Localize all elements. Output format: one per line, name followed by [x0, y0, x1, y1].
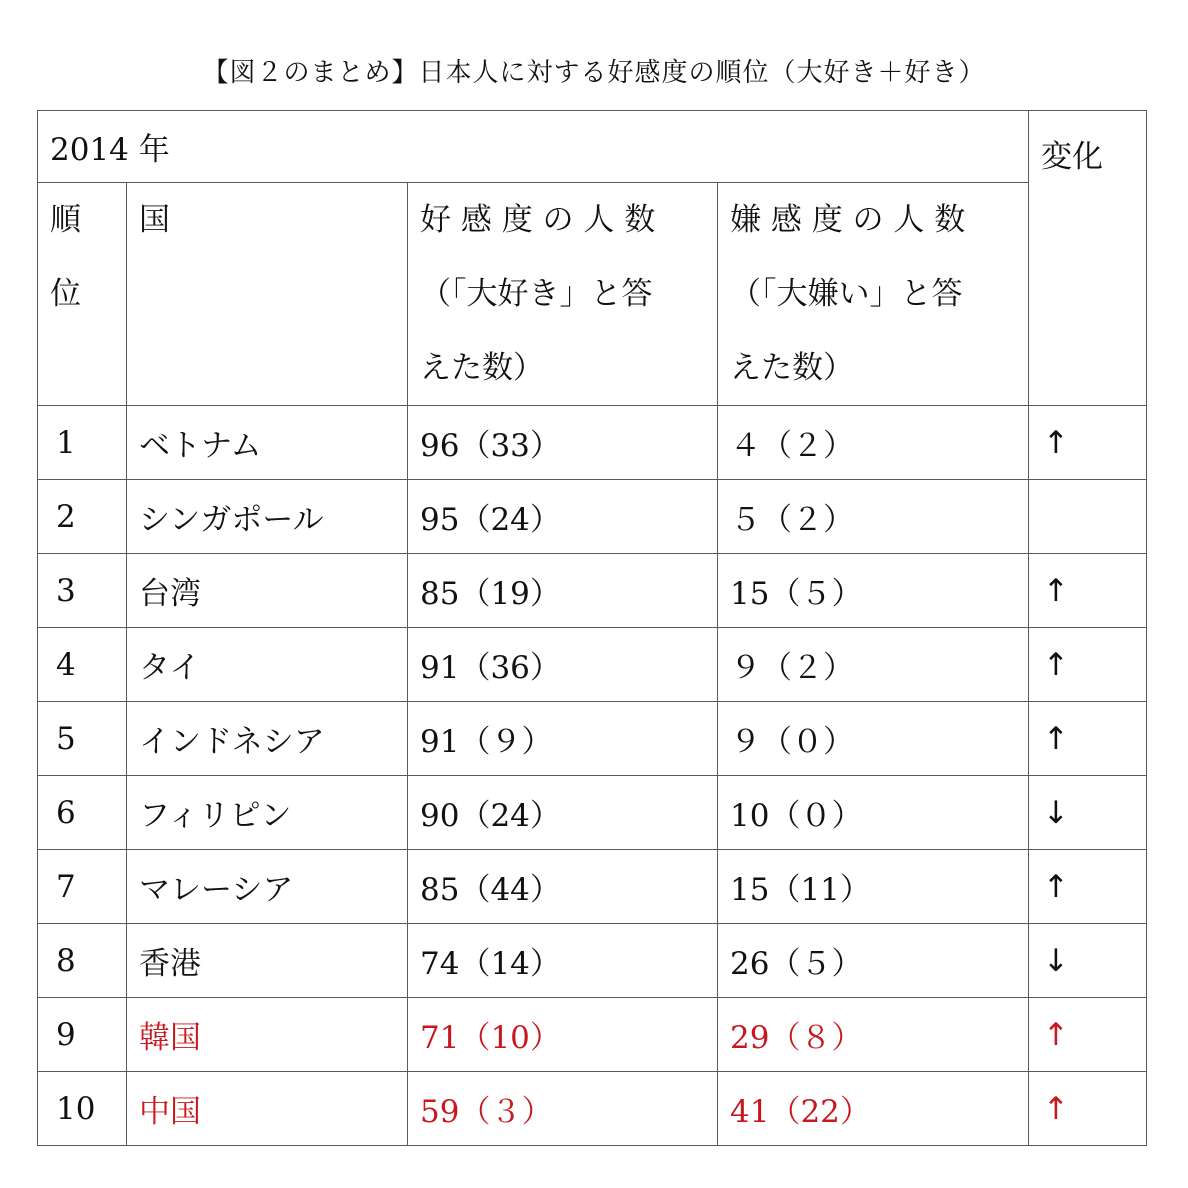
rank-cell: 6 — [38, 776, 127, 850]
table-row — [38, 776, 1147, 850]
table-row — [38, 702, 1147, 776]
dislike-cell: ４（２） — [718, 406, 1029, 480]
dislike-header-line: えた数） — [730, 350, 854, 386]
change-cell: ↑ — [1029, 998, 1147, 1072]
table-row — [38, 628, 1147, 702]
rank-cell: 7 — [38, 850, 127, 924]
country-cell: 中国 — [127, 1072, 408, 1146]
rank-header-line: 位 — [50, 276, 81, 312]
country-cell: マレーシア — [127, 850, 408, 924]
rank-cell: 9 — [38, 998, 127, 1072]
like-header-line: えた数） — [420, 350, 544, 386]
table-row — [38, 406, 1147, 480]
change-cell: ↑ — [1029, 406, 1147, 480]
like-header — [408, 183, 718, 406]
country-cell: 香港 — [127, 924, 408, 998]
change-cell: ↓ — [1029, 924, 1147, 998]
country-header: 国 — [127, 183, 408, 406]
dislike-cell: 15（５） — [718, 554, 1029, 628]
change-cell: ↑ — [1029, 554, 1147, 628]
change-cell: ↑ — [1029, 850, 1147, 924]
year-header: 2014 年 — [38, 111, 1029, 183]
like-cell: 91（９） — [408, 702, 718, 776]
country-cell: シンガポール — [127, 480, 408, 554]
change-cell: ↑ — [1029, 1072, 1147, 1146]
table-row — [38, 850, 1147, 924]
table-row — [38, 924, 1147, 998]
table-row — [38, 1072, 1147, 1146]
like-cell: 90（24） — [408, 776, 718, 850]
table-row — [38, 998, 1147, 1072]
table-row — [38, 480, 1147, 554]
like-header-line: （「大好き」と答 — [420, 276, 653, 312]
rank-cell: 2 — [38, 480, 127, 554]
like-cell: 91（36） — [408, 628, 718, 702]
rank-cell: 1 — [38, 406, 127, 480]
country-cell: 韓国 — [127, 998, 408, 1072]
dislike-cell: ９（０） — [718, 702, 1029, 776]
dislike-header — [718, 183, 1029, 406]
rank-cell: 10 — [38, 1072, 127, 1146]
dislike-cell: ９（２） — [718, 628, 1029, 702]
dislike-header-line: （「大嫌い」と答 — [730, 276, 963, 312]
dislike-cell: ５（２） — [718, 480, 1029, 554]
like-header-line: 好 感 度 の 人 数 — [420, 202, 656, 238]
rank-cell: 5 — [38, 702, 127, 776]
like-cell: 96（33） — [408, 406, 718, 480]
like-cell: 74（14） — [408, 924, 718, 998]
dislike-header-line: 嫌 感 度 の 人 数 — [730, 202, 966, 238]
like-cell: 85（19） — [408, 554, 718, 628]
table-body — [38, 406, 1147, 1146]
country-cell: ベトナム — [127, 406, 408, 480]
rank-header — [38, 183, 127, 406]
change-cell: ↑ — [1029, 628, 1147, 702]
country-cell: インドネシア — [127, 702, 408, 776]
country-cell: タイ — [127, 628, 408, 702]
like-cell: 71（10） — [408, 998, 718, 1072]
like-cell: 59（３） — [408, 1072, 718, 1146]
like-cell: 85（44） — [408, 850, 718, 924]
ranking-table — [37, 110, 1147, 1146]
country-cell: フィリピン — [127, 776, 408, 850]
rank-cell: 4 — [38, 628, 127, 702]
table-row — [38, 554, 1147, 628]
rank-cell: 8 — [38, 924, 127, 998]
dislike-cell: 29（８） — [718, 998, 1029, 1072]
country-cell: 台湾 — [127, 554, 408, 628]
like-cell: 95（24） — [408, 480, 718, 554]
change-header: 変化 — [1029, 111, 1147, 406]
dislike-cell: 26（５） — [718, 924, 1029, 998]
change-cell — [1029, 480, 1147, 554]
dislike-cell: 41（22） — [718, 1072, 1029, 1146]
dislike-cell: 10（０） — [718, 776, 1029, 850]
dislike-cell: 15（11） — [718, 850, 1029, 924]
change-cell: ↓ — [1029, 776, 1147, 850]
rank-header-line: 順 — [50, 202, 81, 238]
change-cell: ↑ — [1029, 702, 1147, 776]
rank-cell: 3 — [38, 554, 127, 628]
page-title: 【図２のまとめ】日本人に対する好感度の順位（大好き＋好き） — [202, 58, 986, 88]
